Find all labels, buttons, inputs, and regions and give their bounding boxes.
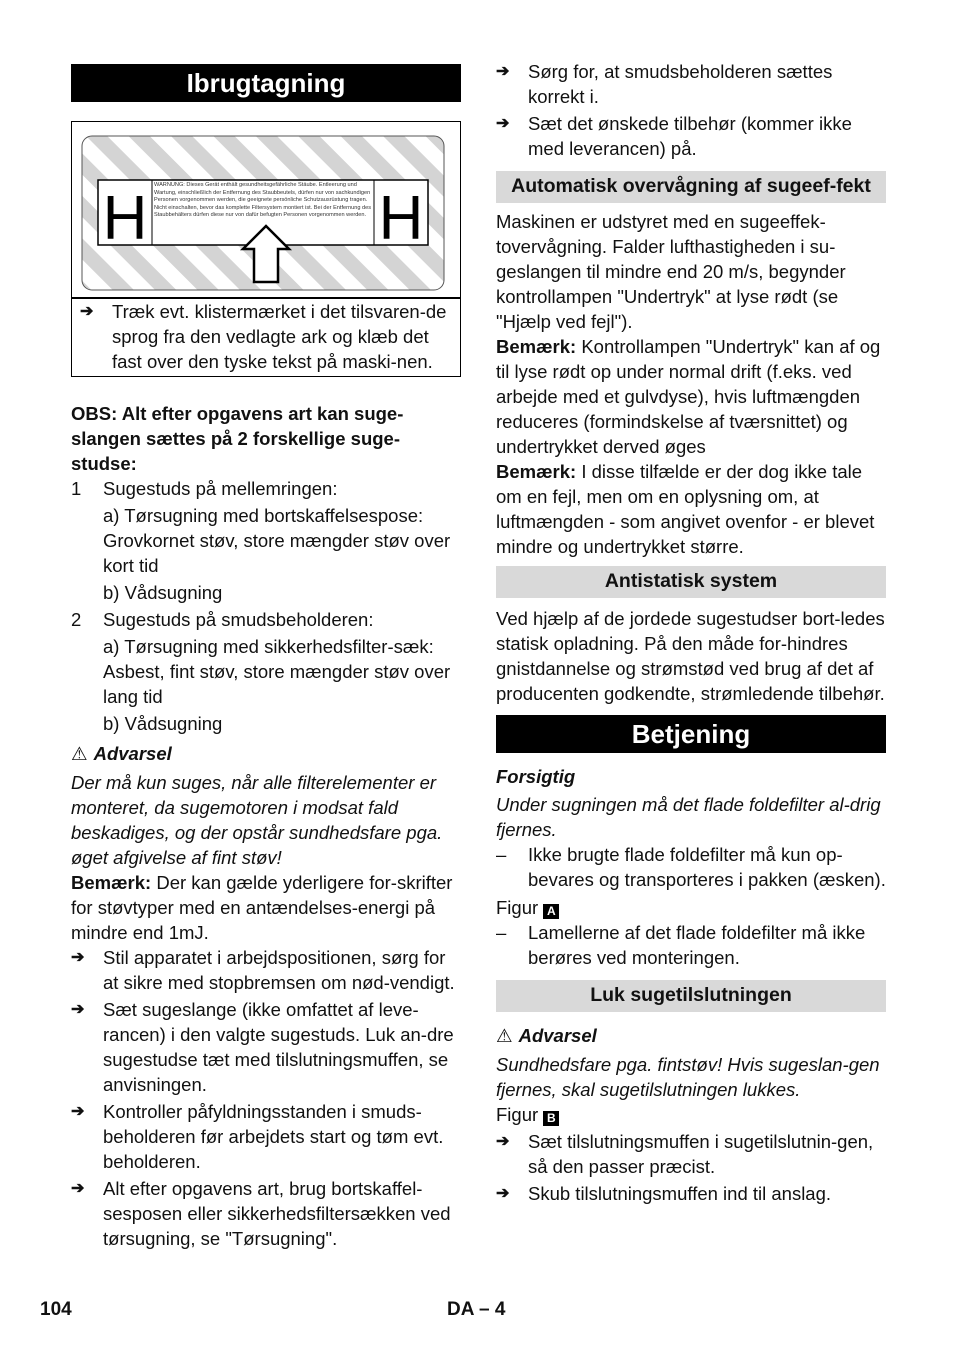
step-text: Sørg for, at smudsbeholderen sættes korrekt i.: [528, 61, 833, 107]
section-title-antistatic: Antistatisk system: [496, 566, 886, 598]
warning-title: Advarsel: [518, 1025, 597, 1046]
note-text: Kontrollampen "Undertryk" kan af og til lyse rødt op under normal drift (f.eks. ved arbejde med et gulvdyse), hvis luftmængden reduceres (formindskelse af tværsnittet) og undertrykket derved øges: [496, 336, 881, 457]
warning-icon: ⚠: [71, 743, 88, 764]
caution-text: Under sugningen må det flade foldefilter al-drig fjernes.: [496, 794, 881, 840]
obs-note: OBS: Alt efter opgavens art kan suge-slangen sættes på 2 forskellige suge-studse:: [71, 403, 404, 474]
note-label: Bemærk:: [71, 872, 152, 893]
arrow-right-icon: ➔: [496, 1133, 510, 1150]
list-subitem: a) Tørsugning med bortskaffelsespose: Grovkornet støv, store mængder støv over kort tid: [103, 505, 451, 576]
arrow-right-icon: ➔: [71, 1180, 85, 1197]
list-subitem: b) Vådsugning: [103, 713, 223, 734]
warning-icon: ⚠: [496, 1025, 513, 1046]
auto-text: Maskinen er udstyret med en sugeeffek-tovervågning. Falder lufthastigheden i su-geslangen til mindre end 20 m/s, begynder kontrollampen "Undertryk" at lyse rødt (se "Hjælp ved fejl").: [496, 211, 846, 332]
list-subitem: a) Tørsugning med sikkerhedsfilter-sæk: Asbest, fint støv, store mængder støv over lang tid: [103, 636, 451, 707]
instruction-step: [80, 299, 452, 374]
figure-letter-badge: B: [543, 1111, 559, 1126]
note-paragraph: [71, 870, 461, 945]
instruction-step: [496, 1129, 886, 1179]
instruction-step: [496, 111, 886, 161]
sticker-letter-left: H: [102, 184, 148, 253]
warning-heading: [71, 741, 461, 766]
dash-bullet: –: [496, 922, 507, 943]
list-text: Sugestuds på mellemringen:: [103, 478, 338, 499]
instruction-step: [496, 59, 886, 109]
note-paragraph: [496, 334, 886, 459]
sticker-figure: [71, 121, 461, 299]
step-text: Skub tilslutningsmuffen ind til anslag.: [528, 1183, 832, 1204]
page-number: 104: [40, 1299, 72, 1320]
arrow-right-icon: ➔: [496, 63, 510, 80]
right-body: [496, 59, 886, 1206]
list-number: 2: [71, 609, 82, 630]
antistatic-text: Ved hjælp af de jordede sugestudser bort-ledes statisk opladning. På den måde for-hindres gnistdannelse og strømstød ved brug af det af producenten godkendte, strømledende tilbehør.: [496, 608, 885, 704]
footer-language-page: DA – 4: [447, 1299, 506, 1320]
dash-item: [496, 842, 886, 892]
figure-reference-b: [496, 1102, 886, 1127]
warning-heading: [496, 1023, 886, 1048]
list-subitem: b) Vådsugning: [103, 582, 223, 603]
note-paragraph: [496, 459, 886, 559]
figure-label: Figur: [496, 1104, 539, 1125]
left-body: [71, 401, 461, 1251]
instruction-step: [496, 1181, 886, 1206]
section-title-auto-monitoring: Automatisk overvågning af sugeef-fekt: [496, 171, 886, 203]
caution-title: Forsigtig: [496, 766, 576, 787]
section-title-betjening: Betjening: [496, 715, 886, 753]
note-label: Bemærk:: [496, 336, 577, 357]
note-text: I disse tilfælde er der dog ikke tale om en fejl, men om en oplysning om, at luftmængden - som angivet ovenfor - er blevet mindre og undertrykket større.: [496, 461, 875, 557]
instruction-step: [71, 1176, 461, 1251]
arrow-right-icon: ➔: [71, 1001, 85, 1018]
sticker-letter-right: H: [378, 184, 424, 253]
warning-text: Sundhedsfare pga. fintstøv! Hvis sugeslan-gen fjernes, skal sugetilslutningen lukkes.: [496, 1054, 880, 1100]
step-text: Kontroller påfyldningsstanden i smuds-beholderen før arbejdets start og tøm evt. beholderen.: [103, 1101, 444, 1172]
arrow-right-icon: ➔: [80, 303, 94, 320]
warning-title: Advarsel: [93, 743, 172, 764]
figure-letter-badge: A: [543, 904, 559, 919]
step-text: Sæt sugeslange (ikke omfattet af leve-rancen) i den valgte sugestuds. Luk an-dre sugestudse tæt med tilslutningsmuffen, se anvisningen.: [103, 999, 454, 1095]
arrow-right-icon: ➔: [71, 1103, 85, 1120]
arrow-right-icon: ➔: [496, 115, 510, 132]
note-label: Bemærk:: [496, 461, 577, 482]
sticker-instruction-box: [71, 297, 461, 377]
warning-text: Der må kun suges, når alle filterelementer er monteret, da sugemotoren i modsat fald beskadiges, og der opstår sundhedsfare pga. øget afgivelse af fint støv!: [71, 772, 443, 868]
instruction-step: [71, 1099, 461, 1174]
dash-item-text: Ikke brugte flade foldefilter må kun op-bevares og transporteres i pakken (æsken).: [528, 844, 886, 890]
dash-item: [496, 920, 886, 970]
dash-item-text: Lamellerne af det flade foldefilter må ikke berøres ved monteringen.: [528, 922, 866, 968]
sticker-fine-print: WARNUNG: Dieses Gerät enthält gesundheitsgefährliche Stäube. Entleerung und Wartung, einschließlich der Entfernung des Staubbeutels, dürfen nur von sachkundigen Personen vorgenommen werden, die geeignete persönliche Schutzausrüstung tragen. Nicht einschalten, bevor das komplette Filtersystem montiert ist. Bei der Entfernung des Staubbehälters dürfen diese nur von dafür befugten Personen vorgenommen werden.: [154, 182, 372, 218]
instruction-text: Træk evt. klistermærket i det tilsvaren-de sprog fra den vedlagte ark og klæb det fast over den tyske tekst på maski-nen.: [112, 301, 447, 372]
section-title-ibrugtagning: Ibrugtagning: [71, 64, 461, 102]
figure-reference-a: [496, 895, 886, 920]
dash-bullet: –: [496, 844, 507, 865]
list-text: Sugestuds på smudsbeholderen:: [103, 609, 374, 630]
list-number: 1: [71, 478, 82, 499]
note-text: Der kan gælde yderligere for-skrifter for støvtyper med en antændelses-energi på mindre end 1mJ.: [71, 872, 453, 943]
list-item: [71, 607, 461, 632]
step-text: Sæt tilslutningsmuffen i sugetilslutnin-gen, så den passer præcist.: [528, 1131, 874, 1177]
step-text: Sæt det ønskede tilbehør (kommer ikke med leverancen) på.: [528, 113, 852, 159]
section-title-close-suction: Luk sugetilslutningen: [496, 980, 886, 1012]
instruction-step: [71, 945, 461, 995]
instruction-step: [71, 997, 461, 1097]
sticker-illustration: [72, 122, 460, 298]
figure-label: Figur: [496, 897, 539, 918]
arrow-right-icon: ➔: [71, 949, 85, 966]
list-item: [71, 476, 461, 501]
arrow-right-icon: ➔: [496, 1185, 510, 1202]
step-text: Alt efter opgavens art, brug bortskaffel-sesposen eller sikkerhedsfiltersækken ved tørsugning, se "Tørsugning".: [103, 1178, 451, 1249]
step-text: Stil apparatet i arbejdspositionen, sørg for at sikre med stopbremsen om nød-vendigt.: [103, 947, 455, 993]
